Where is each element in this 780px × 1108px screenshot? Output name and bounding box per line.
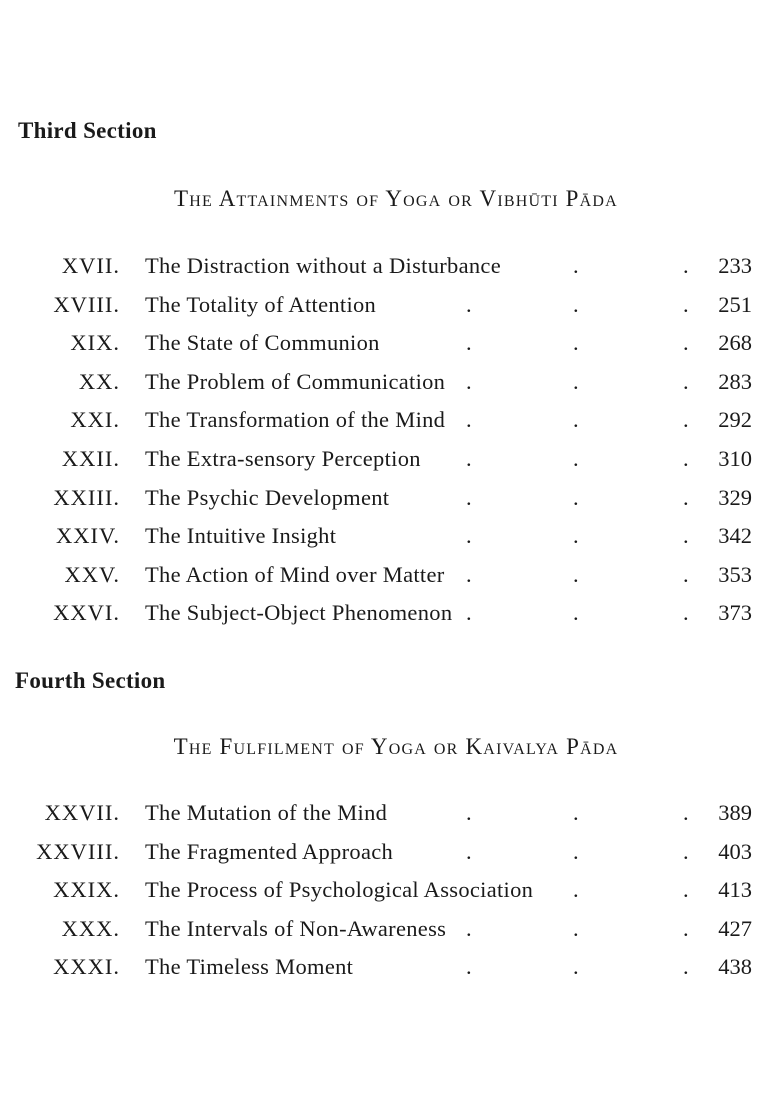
leader-dot: .: [466, 484, 472, 510]
chapter-title: The Distraction without a Disturbance: [145, 253, 502, 278]
leader-dot: .: [573, 877, 579, 903]
page-number: 413: [718, 877, 752, 903]
chapter-number: XXIV.: [56, 523, 120, 549]
chapter-title: The Fragmented Approach: [145, 838, 394, 864]
leader-dot: .: [683, 915, 689, 941]
page-number: 268: [718, 330, 752, 356]
page-number: 283: [718, 368, 752, 394]
leader-dot: .: [573, 561, 579, 587]
toc-entry: [0, 800, 780, 839]
section-heading-fourth: Fourth Section: [15, 668, 166, 693]
leader-dot: .: [573, 368, 579, 394]
leader-dot: .: [466, 407, 472, 433]
chapter-title: The Transformation of the Mind: [145, 407, 446, 433]
page-number: 342: [718, 523, 752, 549]
page-number: 329: [718, 484, 752, 510]
toc-entry: [0, 369, 780, 408]
chapter-number: XXV.: [64, 561, 120, 587]
leader-dot: .: [573, 523, 579, 549]
page-number: 292: [718, 407, 752, 433]
chapter-title: The Extra-sensory Perception: [145, 445, 421, 471]
toc-entry: [0, 916, 780, 955]
leader-dot: .: [683, 800, 689, 825]
leader-dot: .: [466, 915, 472, 941]
leader-dot: .: [466, 445, 472, 471]
leader-dot: .: [466, 291, 472, 317]
chapter-number: XXI.: [70, 407, 120, 433]
chapter-number: XXVI.: [53, 600, 120, 626]
section-heading-third: Third Section: [18, 118, 157, 143]
leader-dot: .: [683, 838, 689, 864]
toc-entry: [0, 446, 780, 485]
leader-dot: .: [683, 523, 689, 549]
chapter-number: XXX.: [61, 915, 120, 941]
toc-entry: [0, 407, 780, 446]
toc-entry: [0, 600, 780, 639]
chapter-title: The Intervals of Non-Awareness: [145, 915, 447, 941]
toc-entry: [0, 485, 780, 524]
chapter-number: XXIX.: [53, 877, 120, 903]
chapter-number: XXIII.: [53, 484, 120, 510]
leader-dot: .: [573, 407, 579, 433]
toc-entry: [0, 954, 780, 993]
toc-list-fourth: [0, 800, 780, 993]
chapter-title: The Totality of Attention: [145, 291, 377, 317]
chapter-title: The Subject-Object Phenomenon: [145, 600, 453, 626]
leader-dot: .: [466, 954, 472, 980]
section-subtitle-fourth: The Fulfilment of Yoga or Kaivalya Pāda: [173, 734, 619, 759]
page-number: 427: [718, 915, 752, 941]
page-number: 353: [718, 561, 752, 587]
leader-dot: .: [683, 954, 689, 980]
leader-dot: .: [683, 253, 689, 278]
leader-dot: .: [466, 838, 472, 864]
leader-dot: .: [683, 445, 689, 471]
toc-entry: [0, 253, 780, 292]
page-number: 389: [718, 800, 752, 825]
leader-dot: .: [573, 954, 579, 980]
page-number: 403: [718, 838, 752, 864]
leader-dot: .: [683, 484, 689, 510]
section-subtitle-third: The Attainments of Yoga or Vibhūti Pāda: [174, 186, 618, 211]
toc-list-third: [0, 253, 780, 639]
leader-dot: .: [466, 800, 472, 825]
chapter-title: The Problem of Communication: [145, 368, 446, 394]
chapter-title: The Timeless Moment: [145, 954, 354, 980]
leader-dot: .: [573, 330, 579, 356]
chapter-title: The Psychic Development: [145, 484, 390, 510]
leader-dot: .: [683, 600, 689, 626]
chapter-number: XVIII.: [53, 291, 120, 317]
leader-dot: .: [683, 368, 689, 394]
leader-dot: .: [466, 330, 472, 356]
leader-dot: .: [573, 800, 579, 825]
leader-dot: .: [573, 915, 579, 941]
leader-dot: .: [683, 561, 689, 587]
chapter-number: XVII.: [61, 253, 120, 278]
leader-dot: .: [573, 484, 579, 510]
leader-dot: .: [683, 291, 689, 317]
leader-dot: .: [466, 600, 472, 626]
chapter-title: The State of Communion: [145, 330, 380, 356]
chapter-title: The Process of Psychological Association: [145, 877, 534, 903]
leader-dot: .: [573, 253, 579, 278]
chapter-title: The Action of Mind over Matter: [145, 561, 445, 587]
leader-dot: .: [466, 561, 472, 587]
page-number: 373: [718, 600, 752, 626]
chapter-title: The Intuitive Insight: [145, 523, 337, 549]
chapter-number: XXXI.: [53, 954, 120, 980]
leader-dot: .: [466, 523, 472, 549]
leader-dot: .: [683, 330, 689, 356]
chapter-number: XXVII.: [44, 800, 120, 825]
toc-entry: [0, 839, 780, 878]
toc-entry: [0, 562, 780, 601]
leader-dot: .: [573, 838, 579, 864]
toc-entry: [0, 330, 780, 369]
chapter-number: XXII.: [61, 445, 120, 471]
toc-entry: [0, 523, 780, 562]
toc-entry: [0, 292, 780, 331]
page-number: 438: [718, 954, 752, 980]
chapter-number: XXVIII.: [36, 838, 120, 864]
leader-dot: .: [573, 291, 579, 317]
leader-dot: .: [573, 600, 579, 626]
toc-entry: [0, 877, 780, 916]
page-number: 251: [718, 291, 752, 317]
page-number: 310: [718, 445, 752, 471]
leader-dot: .: [683, 407, 689, 433]
leader-dot: .: [466, 368, 472, 394]
chapter-number: XIX.: [70, 330, 120, 356]
leader-dot: .: [683, 877, 689, 903]
chapter-number: XX.: [78, 368, 120, 394]
leader-dot: .: [573, 445, 579, 471]
page-number: 233: [718, 253, 752, 278]
chapter-title: The Mutation of the Mind: [145, 800, 388, 825]
